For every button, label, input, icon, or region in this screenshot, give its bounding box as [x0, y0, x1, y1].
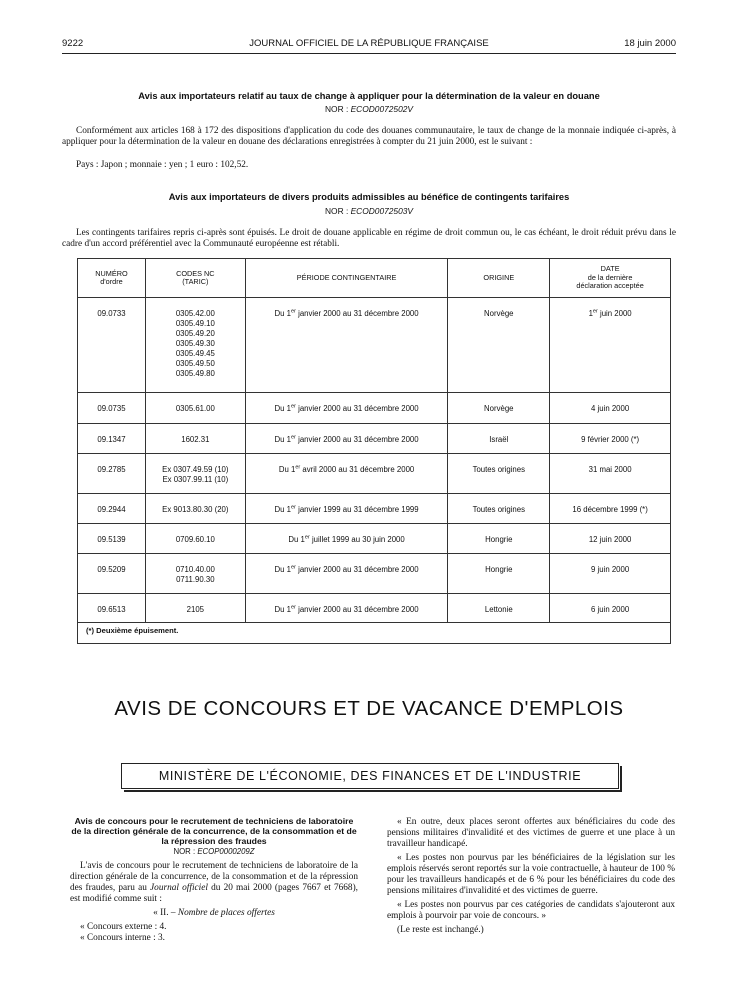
concours-externe: « Concours externe : 4.: [80, 922, 167, 933]
notice1-body: Conformément aux articles 168 à 172 des dispositions d'application du code des douanes communautaire, le taux de change de la monnaie indiquée ci-après, à appliquer pour la détermination de la valeur en douane des déclarations enregistrées à compter du 21 juin 2000, est le suivant :: [62, 126, 676, 147]
cell-origine: Hongrie: [448, 524, 550, 554]
issue-date: 18 juin 2000: [624, 38, 676, 49]
cell-codes: Ex 9013.80.30 (20): [145, 494, 245, 524]
table-footnote-row: [78, 623, 671, 644]
cell-periode: Du 1er janvier 2000 au 31 décembre 2000: [245, 554, 448, 594]
table-row: [78, 524, 671, 554]
cell-numero: 09.2944: [78, 494, 146, 524]
cell-numero: 09.2785: [78, 454, 146, 494]
table-row: [78, 594, 671, 623]
notice2-body: Les contingents tarifaires repris ci-après sont épuisés. Le droit de douane applicable en régime de droit commun ou, le cas échéant, le droit réduit prévu dans le cadre d'un accord préférentiel avec la Communauté européenne est rétabli.: [62, 228, 676, 249]
ministry-heading: MINISTÈRE DE L'ÉCONOMIE, DES FINANCES ET DE L'INDUSTRIE: [121, 763, 619, 789]
concours-paragraph-reste: (Le reste est inchangé.): [397, 925, 484, 935]
cell-origine: Lettonie: [448, 594, 550, 623]
cell-periode: Du 1er janvier 2000 au 31 décembre 2000: [245, 298, 448, 393]
header-date: DATE de la dernière déclaration acceptée: [550, 259, 671, 298]
cell-periode: Du 1er janvier 2000 au 31 décembre 2000: [245, 424, 448, 454]
concours-right-column: [387, 817, 675, 939]
concours-paragraph-ajout: « Les postes non pourvus par ces catégories de candidats s'ajouteront aux emplois à pourvoir par voie de concours. »: [387, 900, 675, 921]
cell-codes: 0709.60.10: [145, 524, 245, 554]
header-origine: ORIGINE: [448, 259, 550, 298]
page-number: 9222: [62, 38, 84, 49]
table-header-row: [78, 259, 671, 298]
concours-section-heading: « II. – Nombre de places offertes: [153, 908, 275, 919]
cell-origine: Norvège: [448, 298, 550, 393]
notice2-nor: NOR : ECOD0072503V: [325, 206, 413, 216]
concours-paragraph-places: « En outre, deux places seront offertes aux bénéficiaires du code des pensions militaires d'invalidité et des victimes de guerre et une place à un travailleur handicapé.: [387, 817, 675, 849]
section-title: AVIS DE CONCOURS ET DE VACANCE D'EMPLOIS: [114, 697, 624, 720]
notice1-nor: NOR : ECOD0072502V: [325, 104, 413, 114]
cell-origine: Hongrie: [448, 554, 550, 594]
cell-numero: 09.5139: [78, 524, 146, 554]
cell-periode: Du 1er janvier 1999 au 31 décembre 1999: [245, 494, 448, 524]
cell-origine: Toutes origines: [448, 454, 550, 494]
cell-codes: 0305.42.00 0305.49.10 0305.49.20 0305.49.30 0305.49.45 0305.49.50 0305.49.80: [145, 298, 245, 393]
cell-numero: 09.1347: [78, 424, 146, 454]
table-row: [78, 424, 671, 454]
cell-numero: 09.0735: [78, 393, 146, 424]
table-row: [78, 494, 671, 524]
cell-date: 6 juin 2000: [550, 594, 671, 623]
notice1-title: Avis aux importateurs relatif au taux de change à appliquer pour la détermination de la valeur en douane: [138, 91, 600, 101]
cell-codes: 0305.61.00: [145, 393, 245, 424]
journal-title: JOURNAL OFFICIEL DE LA RÉPUBLIQUE FRANÇAISE: [249, 38, 489, 49]
cell-periode: Du 1er avril 2000 au 31 décembre 2000: [245, 454, 448, 494]
cell-origine: Israël: [448, 424, 550, 454]
cell-periode: Du 1er janvier 2000 au 31 décembre 2000: [245, 393, 448, 424]
cell-date: 9 juin 2000: [550, 554, 671, 594]
concours-paragraph-report: « Les postes non pourvus par les bénéficiaires de la législation sur les emplois réservés seront reportés sur la voie contractuelle, à hauteur de 100 % pour les travailleurs handicapés et de 6 % pour les bénéficiaires du code des pensions militaires d'invalidité et des victimes de guerre.: [387, 853, 675, 896]
header-rule: [62, 53, 676, 54]
concours-left-column: [70, 817, 358, 947]
concours-title: Avis de concours pour le recrutement de techniciens de laboratoire de la direction générale de la concurrence, de la consommation et de la répression des fraudes: [71, 816, 357, 846]
cell-origine: Norvège: [448, 393, 550, 424]
cell-date: 12 juin 2000: [550, 524, 671, 554]
notice2-title: Avis aux importateurs de divers produits admissibles au bénéfice de contingents tarifaires: [168, 192, 570, 202]
concours-interne: « Concours interne : 3.: [80, 933, 165, 944]
table-row: [78, 298, 671, 393]
header-numero: NUMÉRO d'ordre: [78, 259, 146, 298]
cell-codes: 0710.40.00 0711.90.30: [145, 554, 245, 594]
cell-numero: 09.5209: [78, 554, 146, 594]
table-row: [78, 554, 671, 594]
header-periode: PÉRIODE CONTINGENTAIRE: [245, 259, 448, 298]
cell-date: 4 juin 2000: [550, 393, 671, 424]
cell-periode: Du 1er juillet 1999 au 30 juin 2000: [245, 524, 448, 554]
cell-codes: 2105: [145, 594, 245, 623]
cell-codes: 1602.31: [145, 424, 245, 454]
cell-numero: 09.6513: [78, 594, 146, 623]
concours-paragraph-intro: L'avis de concours pour le recrutement de techniciens de laboratoire de la direction générale de la concurrence, de la consommation et de la répression des fraudes, paru au Journal officiel du 20 mai 2000 (pages 7667 et 7668), est modifié comme suit :: [70, 861, 358, 905]
table-row: [78, 454, 671, 494]
quota-table: [77, 258, 671, 644]
cell-date: 16 décembre 1999 (*): [550, 494, 671, 524]
cell-date: 9 février 2000 (*): [550, 424, 671, 454]
table-row: [78, 393, 671, 424]
cell-numero: 09.0733: [78, 298, 146, 393]
cell-date: 1er juin 2000: [550, 298, 671, 393]
cell-codes: Ex 0307.49.59 (10) Ex 0307.99.11 (10): [145, 454, 245, 494]
table-footnote: (*) Deuxième épuisement.: [78, 623, 671, 644]
cell-date: 31 mai 2000: [550, 454, 671, 494]
concours-nor: NOR : ECOP0000209Z: [173, 847, 255, 857]
cell-periode: Du 1er janvier 2000 au 31 décembre 2000: [245, 594, 448, 623]
header-codes: CODES NC (TARIC): [145, 259, 245, 298]
cell-origine: Toutes origines: [448, 494, 550, 524]
notice1-rate: Pays : Japon ; monnaie : yen ; 1 euro : 102,52.: [76, 160, 249, 170]
